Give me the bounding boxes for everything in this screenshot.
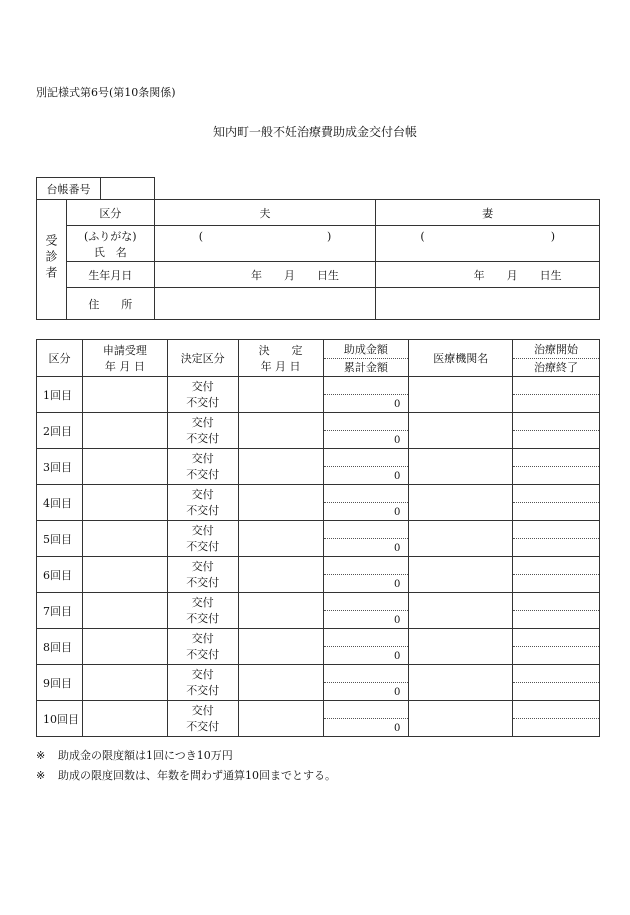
decision-date-cell[interactable]: [238, 557, 323, 593]
wife-address-cell[interactable]: [376, 288, 600, 320]
recipient-label: 受診者: [43, 234, 58, 282]
decision-nongrant: 不交付: [186, 683, 220, 697]
cumulative-amount: 0: [393, 651, 401, 662]
institution-cell[interactable]: [409, 557, 513, 593]
treatment-period-cell[interactable]: [513, 629, 600, 665]
decision-nongrant: 不交付: [186, 719, 220, 733]
institution-cell[interactable]: [409, 701, 513, 737]
decision-nongrant: 不交付: [186, 539, 220, 553]
header-amount: [323, 340, 409, 377]
header-institution: 医療機関名: [409, 340, 513, 377]
application-date-cell[interactable]: [82, 593, 167, 629]
amount-cell[interactable]: [323, 485, 409, 521]
header-amount-top: 助成金額: [324, 340, 409, 359]
cumulative-amount: 0: [393, 435, 401, 446]
table-row: [37, 701, 600, 737]
wife-furigana-close: ): [550, 230, 555, 243]
institution-cell[interactable]: [409, 593, 513, 629]
table-row: [37, 521, 600, 557]
decision-category-cell[interactable]: [167, 557, 238, 593]
decision-category-cell[interactable]: [167, 521, 238, 557]
note-mark: ※: [36, 769, 46, 782]
header-decision-bottom: 年 月 日: [260, 360, 301, 373]
treatment-period-cell[interactable]: [513, 557, 600, 593]
wife-birth-cell[interactable]: [376, 262, 600, 288]
decision-nongrant: 不交付: [186, 575, 220, 589]
husband-header: 夫: [154, 200, 376, 226]
ledger-number-label: 台帳番号: [37, 178, 101, 200]
table-row: [37, 557, 600, 593]
header-application-bottom: 年 月 日: [104, 360, 145, 373]
row-label: 8回目: [37, 629, 83, 665]
decision-grant: 交付: [191, 487, 214, 501]
ledger-number-table: [36, 177, 155, 200]
decision-grant: 交付: [191, 451, 214, 465]
note-mark: ※: [36, 749, 46, 762]
row-label: 10回目: [37, 701, 83, 737]
amount-cell[interactable]: [323, 629, 409, 665]
header-application-top: 申請受理: [102, 344, 147, 357]
cumulative-amount: 0: [393, 687, 401, 698]
treatment-period-cell[interactable]: [513, 521, 600, 557]
note-limit-count: [36, 767, 336, 783]
decision-date-cell[interactable]: [238, 629, 323, 665]
decision-date-cell[interactable]: [238, 413, 323, 449]
decision-grant: 交付: [191, 523, 214, 537]
table-row: [37, 665, 600, 701]
husband-birth-cell[interactable]: [154, 262, 376, 288]
amount-cell[interactable]: [323, 377, 409, 413]
husband-birth-month: 月: [284, 268, 296, 282]
application-date-cell[interactable]: [82, 449, 167, 485]
cumulative-amount: 0: [393, 579, 401, 590]
cumulative-amount: 0: [393, 723, 401, 734]
wife-birth-month: 月: [506, 268, 518, 282]
decision-grant: 交付: [191, 379, 214, 393]
amount-cell[interactable]: [323, 449, 409, 485]
amount-cell[interactable]: [323, 413, 409, 449]
decision-date-cell[interactable]: [238, 377, 323, 413]
decision-date-cell[interactable]: [238, 665, 323, 701]
husband-name-cell[interactable]: [154, 226, 376, 262]
birth-label: 生年月日: [66, 262, 154, 288]
decision-category-cell[interactable]: [167, 485, 238, 521]
row-label: 3回目: [37, 449, 83, 485]
document-title: 知内町一般不妊治療費助成金交付台帳: [212, 125, 417, 139]
row-label: 9回目: [37, 665, 83, 701]
husband-birth-day: 日生: [317, 268, 340, 282]
wife-birth-year: 年: [473, 268, 485, 282]
header-amount-bottom: 累計金額: [343, 361, 388, 375]
wife-furigana-open: (: [420, 230, 425, 243]
decision-date-cell[interactable]: [238, 485, 323, 521]
husband-birth-year: 年: [251, 268, 263, 282]
husband-furigana-close: ): [327, 230, 332, 243]
application-date-cell[interactable]: [82, 413, 167, 449]
decision-nongrant: 不交付: [186, 647, 220, 661]
institution-cell[interactable]: [409, 449, 513, 485]
row-label: 4回目: [37, 485, 83, 521]
name-label-cell: [66, 226, 154, 262]
husband-address-cell[interactable]: [154, 288, 376, 320]
table-row: [37, 593, 600, 629]
treatment-period-cell[interactable]: [513, 593, 600, 629]
institution-cell[interactable]: [409, 629, 513, 665]
decision-nongrant: 不交付: [186, 431, 220, 445]
header-decision-top: 決 定: [258, 344, 303, 357]
institution-cell[interactable]: [409, 521, 513, 557]
decision-date-cell[interactable]: [238, 701, 323, 737]
amount-cell[interactable]: [323, 521, 409, 557]
note-limit-amount-text: 助成金の限度額は1回につき10万円: [58, 749, 233, 762]
application-date-cell[interactable]: [82, 701, 167, 737]
decision-grant: 交付: [191, 559, 214, 573]
wife-name-cell[interactable]: [376, 226, 600, 262]
ledger-number-value[interactable]: [101, 178, 155, 200]
wife-birth-day: 日生: [539, 268, 562, 282]
header-treatment-end: 治療終了: [534, 361, 579, 375]
cumulative-amount: 0: [393, 507, 401, 518]
furigana-label: (ふりがな): [84, 229, 137, 243]
decision-category-cell[interactable]: [167, 665, 238, 701]
table-row: [37, 449, 600, 485]
header-application-date: [82, 340, 167, 377]
table-row: [37, 629, 600, 665]
decision-category-cell[interactable]: [167, 701, 238, 737]
header-category: 区分: [37, 340, 83, 377]
amount-cell[interactable]: [323, 665, 409, 701]
row-label: 5回目: [37, 521, 83, 557]
amount-cell[interactable]: [323, 557, 409, 593]
husband-furigana-open: (: [198, 230, 203, 243]
application-date-cell[interactable]: [82, 629, 167, 665]
cumulative-amount: 0: [393, 471, 401, 482]
decision-grant: 交付: [191, 631, 214, 645]
institution-cell[interactable]: [409, 485, 513, 521]
note-limit-amount: [36, 747, 233, 763]
decision-grant: 交付: [191, 595, 214, 609]
header-treatment-start: 治療開始: [513, 340, 599, 359]
decision-category-cell[interactable]: [167, 449, 238, 485]
form-number: 別記様式第6号(第10条関係): [36, 86, 176, 99]
treatment-period-cell[interactable]: [513, 701, 600, 737]
application-date-cell[interactable]: [82, 377, 167, 413]
decision-date-cell[interactable]: [238, 593, 323, 629]
recipient-table: [36, 199, 600, 320]
decision-category-cell[interactable]: [167, 377, 238, 413]
decision-category-cell[interactable]: [167, 593, 238, 629]
application-ledger-table: [36, 339, 600, 737]
decision-nongrant: 不交付: [186, 611, 220, 625]
treatment-period-cell[interactable]: [513, 377, 600, 413]
cumulative-amount: 0: [393, 615, 401, 626]
table-row: [37, 485, 600, 521]
decision-nongrant: 不交付: [186, 395, 220, 409]
header-treatment: [513, 340, 600, 377]
application-date-cell[interactable]: [82, 485, 167, 521]
row-label: 2回目: [37, 413, 83, 449]
name-label: 氏 名: [93, 245, 127, 259]
row-label: 6回目: [37, 557, 83, 593]
institution-cell[interactable]: [409, 665, 513, 701]
decision-category-cell[interactable]: [167, 413, 238, 449]
header-decision-category: 決定区分: [167, 340, 238, 377]
decision-grant: 交付: [191, 415, 214, 429]
amount-cell[interactable]: [323, 701, 409, 737]
institution-cell[interactable]: [409, 413, 513, 449]
row-label: 7回目: [37, 593, 83, 629]
recipient-label-cell: [37, 200, 67, 320]
treatment-period-cell[interactable]: [513, 413, 600, 449]
category-header: 区分: [66, 200, 154, 226]
decision-date-cell[interactable]: [238, 449, 323, 485]
decision-grant: 交付: [191, 703, 214, 717]
decision-category-cell[interactable]: [167, 629, 238, 665]
address-label: 住 所: [66, 288, 154, 320]
institution-cell[interactable]: [409, 377, 513, 413]
row-label: 1回目: [37, 377, 83, 413]
decision-grant: 交付: [191, 667, 214, 681]
wife-header: 妻: [376, 200, 600, 226]
application-date-cell[interactable]: [82, 665, 167, 701]
decision-nongrant: 不交付: [186, 467, 220, 481]
table-row: [37, 413, 600, 449]
treatment-period-cell[interactable]: [513, 485, 600, 521]
note-limit-count-text: 助成の限度回数は、年数を問わず通算10回までとする。: [58, 769, 336, 782]
cumulative-amount: 0: [393, 399, 401, 410]
application-date-cell[interactable]: [82, 521, 167, 557]
application-date-cell[interactable]: [82, 557, 167, 593]
decision-date-cell[interactable]: [238, 521, 323, 557]
treatment-period-cell[interactable]: [513, 449, 600, 485]
cumulative-amount: 0: [393, 543, 401, 554]
table-row: [37, 377, 600, 413]
treatment-period-cell[interactable]: [513, 665, 600, 701]
decision-nongrant: 不交付: [186, 503, 220, 517]
header-decision-date: [238, 340, 323, 377]
amount-cell[interactable]: [323, 593, 409, 629]
